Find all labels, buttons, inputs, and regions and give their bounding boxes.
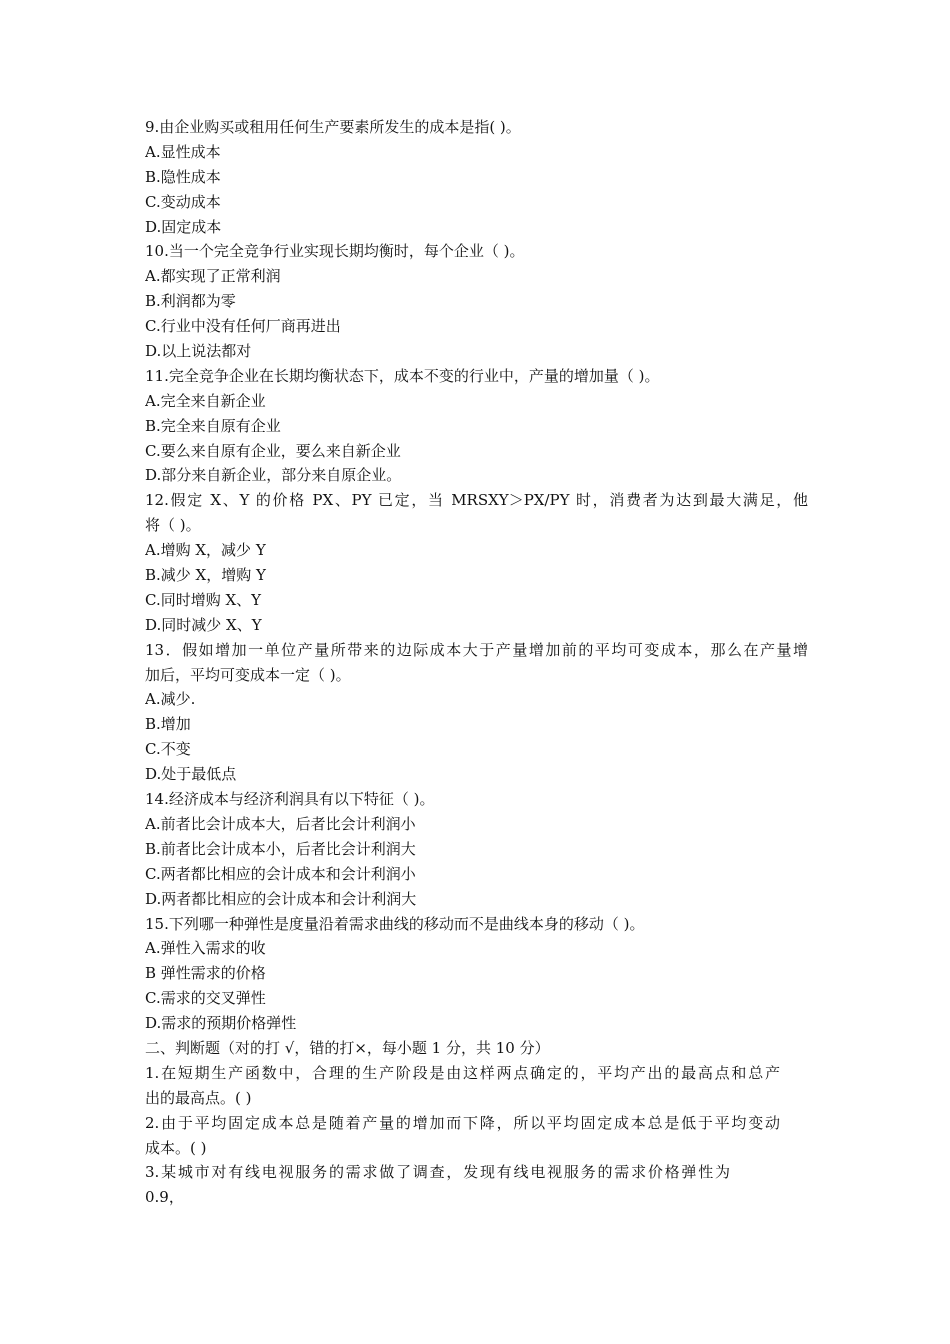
option-d: D.固定成本	[145, 217, 222, 236]
question-12	[145, 488, 815, 637]
option-b: B.完全来自原有企业	[145, 416, 281, 435]
question-10	[145, 239, 815, 363]
option-d: D.处于最低点	[145, 765, 237, 784]
question-11	[145, 364, 815, 488]
question-stem: 13．假如增加一单位产量所带来的边际成本大于产量增加前的平均可变成本，那么在产量增	[145, 640, 808, 659]
question-13	[145, 638, 815, 787]
question-stem: 9.由企业购买或租用任何生产要素所发生的成本是指( )。	[145, 118, 521, 136]
section-heading: 二、判断题（对的打 √，错的打×，每小题 1 分，共 10 分）	[145, 1038, 550, 1057]
option-a: A.前者比会计成本大，后者比会计利润小	[145, 814, 416, 833]
question-stem: 14.经济成本与经济利润具有以下特征（ )。	[145, 790, 435, 809]
option-c: C.变动成本	[145, 192, 221, 211]
question-stem: 12.假定 X、Y 的价格 PX、PY 已定，当 MRSXY＞PX/PY 时，消费者为达到最大满足，他	[145, 491, 808, 510]
option-a: A.都实现了正常利润	[145, 267, 281, 286]
judgment-item-2	[145, 1111, 815, 1161]
option-b: B.前者比会计成本小，后者比会计利润大	[145, 839, 416, 858]
option-d: D.以上说法都对	[145, 342, 252, 361]
judgment-text: 2.由于平均固定成本总是随着产量的增加而下降，所以平均固定成本总是低于平均变动	[145, 1113, 780, 1132]
question-14	[145, 787, 815, 911]
question-15	[145, 912, 815, 1036]
option-c: C.要么来自原有企业，要么来自新企业	[145, 441, 401, 460]
option-a: A.显性成本	[145, 142, 221, 161]
option-a: A.增购 X，减少 Y	[145, 541, 266, 560]
option-b: B.减少 X，增购 Y	[145, 566, 266, 585]
judgment-item-1	[145, 1061, 815, 1111]
option-d: D.两者都比相应的会计成本和会计利润大	[145, 889, 417, 908]
document-page	[145, 115, 815, 1210]
option-c: C.两者都比相应的会计成本和会计利润小	[145, 864, 416, 883]
option-c: C.不变	[145, 740, 191, 759]
question-stem-continued: 加后，平均可变成本一定（ )。	[145, 665, 351, 684]
question-stem: 10.当一个完全竞争行业实现长期均衡时，每个企业（ )。	[145, 242, 525, 261]
option-c: C.需求的交叉弹性	[145, 989, 266, 1008]
question-stem-continued: 将（ )。	[145, 516, 201, 535]
judgment-text-continued: 0.9，	[145, 1188, 184, 1207]
judgment-text-continued: 成本。( )	[145, 1138, 207, 1157]
judgment-text: 3.某城市对有线电视服务的需求做了调查，发现有线电视服务的需求价格弹性为	[145, 1163, 730, 1182]
question-9	[145, 115, 815, 239]
section-true-false	[145, 1036, 815, 1210]
question-stem: 15.下列哪一种弹性是度量沿着需求曲线的移动而不是曲线本身的移动（ )。	[145, 914, 645, 933]
judgment-text: 1.在短期生产函数中，合理的生产阶段是由这样两点确定的，平均产出的最高点和总产	[145, 1063, 780, 1082]
question-stem: 11.完全竞争企业在长期均衡状态下，成本不变的行业中，产量的增加量（ )。	[145, 366, 660, 385]
option-c: C.同时增购 X、Y	[145, 590, 262, 609]
option-a: A.完全来自新企业	[145, 391, 266, 410]
option-a: A.弹性入需求的收	[145, 939, 266, 958]
option-d: D.需求的预期价格弹性	[145, 1014, 297, 1033]
option-b: B.增加	[145, 715, 191, 734]
option-b: B.利润都为零	[145, 292, 236, 311]
judgment-text-continued: 出的最高点。( )	[145, 1088, 252, 1107]
judgment-item-3	[145, 1160, 815, 1210]
option-d: D.同时减少 X、Y	[145, 615, 262, 634]
option-d: D.部分来自新企业，部分来自原企业。	[145, 466, 402, 485]
option-c: C.行业中没有任何厂商再进出	[145, 317, 341, 336]
option-a: A.减少.	[145, 690, 196, 709]
option-b: B 弹性需求的价格	[145, 964, 266, 983]
option-b: B.隐性成本	[145, 167, 221, 186]
